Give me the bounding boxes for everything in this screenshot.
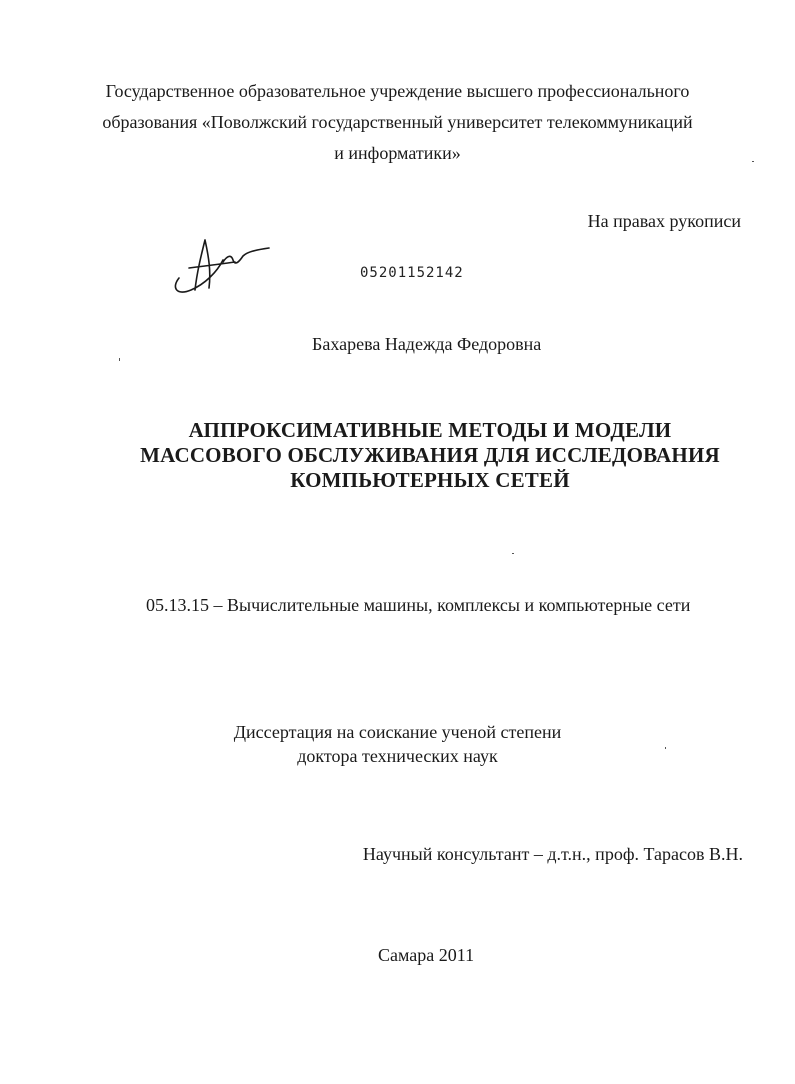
rights-notice: На правах рукописи xyxy=(587,211,741,231)
title-line-3: КОМПЬЮТЕРНЫХ СЕТЕЙ xyxy=(290,468,570,492)
title-line-1: АППРОКСИМАТИВНЫЕ МЕТОДЫ И МОДЕЛИ xyxy=(188,418,672,442)
signature-icon xyxy=(165,232,275,298)
dissertation-title xyxy=(0,418,795,493)
institution-line-1: Государственное образовательное учреждение высшего профессионального xyxy=(105,81,690,101)
institution-header xyxy=(0,76,795,169)
degree-line-1: Диссертация на соискание ученой степени xyxy=(233,722,562,742)
institution-line-2: образования «Поволжский государственный университет телекоммуникаций xyxy=(102,112,693,132)
degree-line-2: доктора технических наук xyxy=(297,746,498,766)
degree-statement xyxy=(0,720,795,768)
scan-speck xyxy=(665,747,666,749)
registration-number: 05201152142 xyxy=(360,265,464,281)
scan-speck xyxy=(752,161,754,162)
city-year: Самара 2011 xyxy=(378,945,475,965)
scan-speck xyxy=(119,358,120,361)
scan-speck xyxy=(512,553,514,554)
scientific-consultant: Научный консультант – д.т.н., проф. Тарасов В.Н. xyxy=(362,844,743,864)
institution-line-3: и информатики» xyxy=(334,143,461,163)
author-name: Бахарева Надежда Федоровна xyxy=(312,334,542,354)
specialty-code: 05.13.15 – Вычислительные машины, комплексы и компьютерные сети xyxy=(146,595,691,615)
title-line-2: МАССОВОГО ОБСЛУЖИВАНИЯ ДЛЯ ИССЛЕДОВАНИЯ xyxy=(140,443,720,467)
